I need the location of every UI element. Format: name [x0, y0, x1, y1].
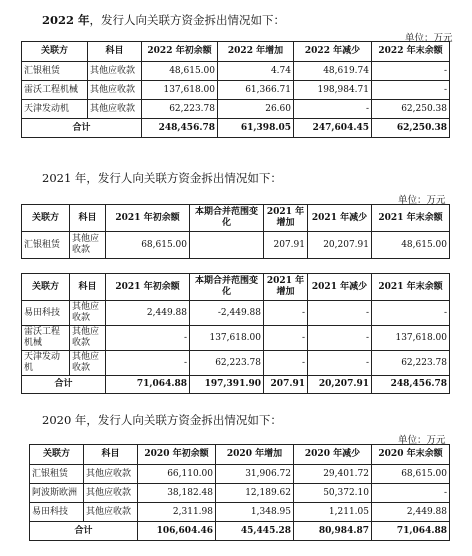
cell: 61,366.71: [218, 81, 294, 100]
cell: -: [106, 326, 190, 351]
cell: 2,311.98: [138, 503, 216, 522]
header-cell: 2021 年末余额: [372, 205, 450, 232]
heading-2022-text: ，发行人向关联方资金拆出情况如下：: [89, 13, 286, 27]
cell: 其他应收款: [70, 232, 106, 259]
cell: 其他应收款: [88, 81, 142, 100]
cell: 其他应收款: [84, 503, 138, 522]
cell: 50,372.10: [294, 484, 372, 503]
cell: 71,064.88: [106, 376, 190, 394]
cell: -: [264, 351, 308, 376]
cell: 45,445.28: [216, 522, 294, 541]
table-row: [30, 465, 450, 484]
cell: 62,250.38: [372, 100, 450, 119]
unit-label-2021: 单位：万元: [398, 195, 446, 206]
cell: 2,449.88: [106, 301, 190, 326]
cell: 29,401.72: [294, 465, 372, 484]
cell: 137,618.00: [142, 81, 218, 100]
cell: 其他应收款: [70, 301, 106, 326]
header-cell: 2021 年减少: [308, 205, 372, 232]
cell: 1,348.95: [216, 503, 294, 522]
header-cell: 2021 年末余额: [372, 274, 450, 301]
header-cell: 2020 年增加: [216, 445, 294, 465]
table-row: [22, 351, 450, 376]
cell: 其他应收款: [88, 62, 142, 81]
table-2021-part1: [21, 204, 450, 259]
cell: -2,449.88: [190, 301, 264, 326]
cell: 其他应收款: [84, 484, 138, 503]
header-cell: 科目: [88, 42, 142, 62]
cell: 247,604.45: [294, 119, 372, 138]
header-cell: 关联方: [30, 445, 84, 465]
unit-label-2022: 单位：万元: [405, 33, 453, 44]
table-header-row: [22, 274, 450, 301]
cell: 48,615.00: [142, 62, 218, 81]
cell: -: [264, 326, 308, 351]
cell: 48,615.00: [372, 232, 450, 259]
table-2021-part2: [21, 273, 450, 394]
cell: 71,064.88: [372, 522, 450, 541]
header-cell: 2021 年增加: [264, 274, 308, 301]
table-header-row: [30, 445, 450, 465]
header-cell: 本期合并范围变化: [190, 205, 264, 232]
header-cell: 2021 年初余额: [106, 274, 190, 301]
table-row: [22, 326, 450, 351]
cell: 106,604.46: [138, 522, 216, 541]
cell: 阿波斯欧洲: [30, 484, 84, 503]
cell: 62,223.78: [372, 351, 450, 376]
cell: -: [264, 301, 308, 326]
header-cell: 关联方: [22, 274, 70, 301]
cell: -: [372, 62, 450, 81]
cell: 66,110.00: [138, 465, 216, 484]
cell: -: [106, 351, 190, 376]
cell: 31,906.72: [216, 465, 294, 484]
table-2020: [29, 444, 450, 541]
table-row: [22, 232, 450, 259]
cell: -: [372, 484, 450, 503]
cell: 248,456.78: [142, 119, 218, 138]
header-cell: 2021 年减少: [308, 274, 372, 301]
cell: 1,211.05: [294, 503, 372, 522]
cell: 137,618.00: [372, 326, 450, 351]
cell: 62,223.78: [190, 351, 264, 376]
cell: [190, 232, 264, 259]
cell: -: [294, 100, 372, 119]
total-label: 合计: [22, 376, 106, 394]
header-cell: 2022 年末余额: [372, 42, 450, 62]
cell: 207.91: [264, 376, 308, 394]
header-cell: 本期合并范围变化: [190, 274, 264, 301]
heading-2022: [42, 12, 285, 28]
cell: -: [308, 351, 372, 376]
cell: 62,223.78: [142, 100, 218, 119]
cell: 20,207.91: [308, 232, 372, 259]
cell: 68,615.00: [372, 465, 450, 484]
cell: 汇银租赁: [30, 465, 84, 484]
table-row: [30, 503, 450, 522]
cell: 207.91: [264, 232, 308, 259]
cell: 26.60: [218, 100, 294, 119]
header-cell: 科目: [84, 445, 138, 465]
header-cell: 2020 年初余额: [138, 445, 216, 465]
header-cell: 2022 年减少: [294, 42, 372, 62]
cell: 68,615.00: [106, 232, 190, 259]
cell: 其他应收款: [84, 465, 138, 484]
cell: 61,398.05: [218, 119, 294, 138]
table-total-row: [30, 522, 450, 541]
table-header-row: [22, 205, 450, 232]
cell: 汇银租赁: [22, 62, 88, 81]
cell: 天津发动机: [22, 100, 88, 119]
table-row: [22, 62, 450, 81]
cell: 4.74: [218, 62, 294, 81]
cell: 248,456.78: [372, 376, 450, 394]
header-cell: 2021 年增加: [264, 205, 308, 232]
cell: 雷沃工程机械: [22, 326, 70, 351]
cell: 易田科技: [22, 301, 70, 326]
cell: 12,189.62: [216, 484, 294, 503]
cell: 38,182.48: [138, 484, 216, 503]
cell: 2,449.88: [372, 503, 450, 522]
header-cell: 2020 年减少: [294, 445, 372, 465]
table-row: [22, 100, 450, 119]
cell: 易田科技: [30, 503, 84, 522]
table-total-row: [22, 119, 450, 138]
table-row: [30, 484, 450, 503]
header-cell: 关联方: [22, 205, 70, 232]
cell: 198,984.71: [294, 81, 372, 100]
total-label: 合计: [30, 522, 138, 541]
cell: -: [308, 326, 372, 351]
table-row: [22, 81, 450, 100]
heading-2020: 2020 年，发行人向关联方资金拆出情况如下：: [42, 413, 282, 427]
table-header-row: [22, 42, 450, 62]
header-cell: 2021 年初余额: [106, 205, 190, 232]
cell: -: [308, 301, 372, 326]
cell: 其他应收款: [70, 326, 106, 351]
cell: 197,391.90: [190, 376, 264, 394]
cell: 48,619.74: [294, 62, 372, 81]
table-total-row: [22, 376, 450, 394]
cell: -: [372, 81, 450, 100]
header-cell: 科目: [70, 205, 106, 232]
header-cell: 2022 年初余额: [142, 42, 218, 62]
heading-2022-year: 2022 年: [42, 13, 90, 27]
unit-label-2020: 单位：万元: [398, 435, 446, 446]
heading-2021: 2021 年，发行人向关联方资金拆出情况如下：: [42, 171, 282, 185]
total-label: 合计: [22, 119, 142, 138]
cell: 汇银租赁: [22, 232, 70, 259]
cell: 雷沃工程机械: [22, 81, 88, 100]
cell: 20,207.91: [308, 376, 372, 394]
cell: 其他应收款: [70, 351, 106, 376]
cell: 137,618.00: [190, 326, 264, 351]
header-cell: 科目: [70, 274, 106, 301]
header-cell: 2020 年末余额: [372, 445, 450, 465]
header-cell: 关联方: [22, 42, 88, 62]
header-cell: 2022 年增加: [218, 42, 294, 62]
table-2022: [21, 41, 450, 138]
table-row: [22, 301, 450, 326]
cell: -: [372, 301, 450, 326]
cell: 其他应收款: [88, 100, 142, 119]
cell: 80,984.87: [294, 522, 372, 541]
cell: 62,250.38: [372, 119, 450, 138]
cell: 天津发动机: [22, 351, 70, 376]
